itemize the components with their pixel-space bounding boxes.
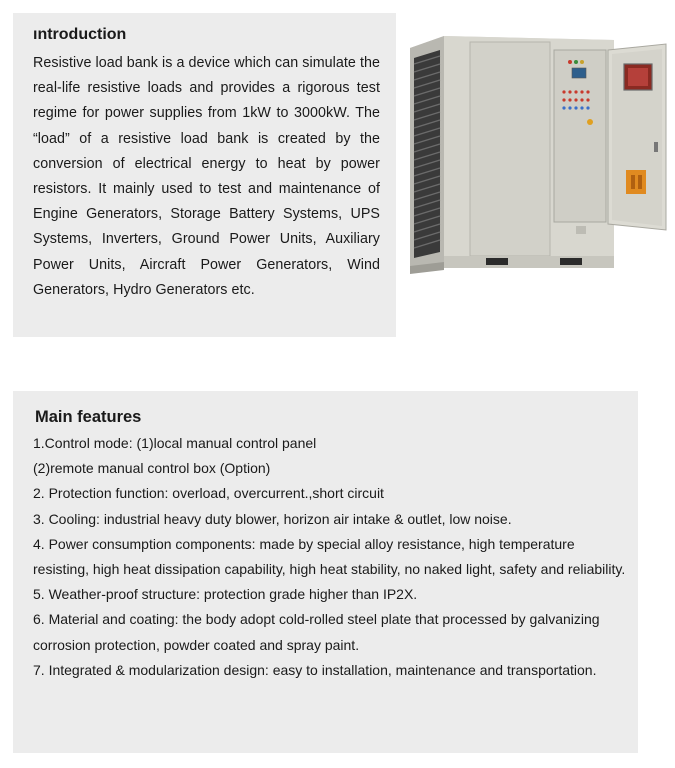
feature-item-cooling: 3. Cooling: industrial heavy duty blower, horizon air intake & outlet, low noise.: [33, 510, 512, 527]
feature-item-power-components: 4. Power consumption components: made by special alloy resistance, high temperature resisting, high heat dissipation capability, high heat stability, no naked light, safety and reliability.: [33, 535, 626, 578]
feature-item-material-coating: 6. Material and coating: the body adopt cold-rolled steel plate that processed by galvanizing corrosion protection, powder coated and spray paint.: [33, 611, 600, 653]
main-features-heading: Main features: [35, 408, 142, 426]
introduction-text: Resistive load bank is a device which can simulate the real-life resistive loads and provides a rigorous test regime for power supplies from 1kW to 3000kW. The “load” of a resistive load bank is created by the conversion of electrical energy to heat by power resistors. It mainly used to test and maintenance of Engine Generators, Storage Battery Systems, UPS Systems, Inverters, Ground Power Units, Auxiliary Power Units, Aircraft Power Generators, Wind Generators, Hydro Generators etc.: [33, 55, 380, 298]
introduction-heading: ıntroduction: [33, 26, 127, 43]
feature-item-weather-proof: 5. Weather-proof structure: protection grade higher than IP2X.: [33, 586, 418, 603]
main-features-panel: [13, 391, 638, 753]
feature-item-control-mode: 1.Control mode: (1)local manual control panel: [33, 435, 317, 451]
feature-list: [33, 431, 628, 683]
feature-item-integrated-design: 7. Integrated & modularization design: easy to installation, maintenance and transportation.: [33, 661, 597, 678]
feature-item-control-mode-remote: (2)remote manual control box (Option): [33, 460, 271, 477]
feature-item-protection: 2. Protection function: overload, overcurrent.,short circuit: [33, 485, 384, 502]
introduction-panel: [13, 13, 396, 337]
load-bank-cabinet-image: [404, 30, 672, 288]
